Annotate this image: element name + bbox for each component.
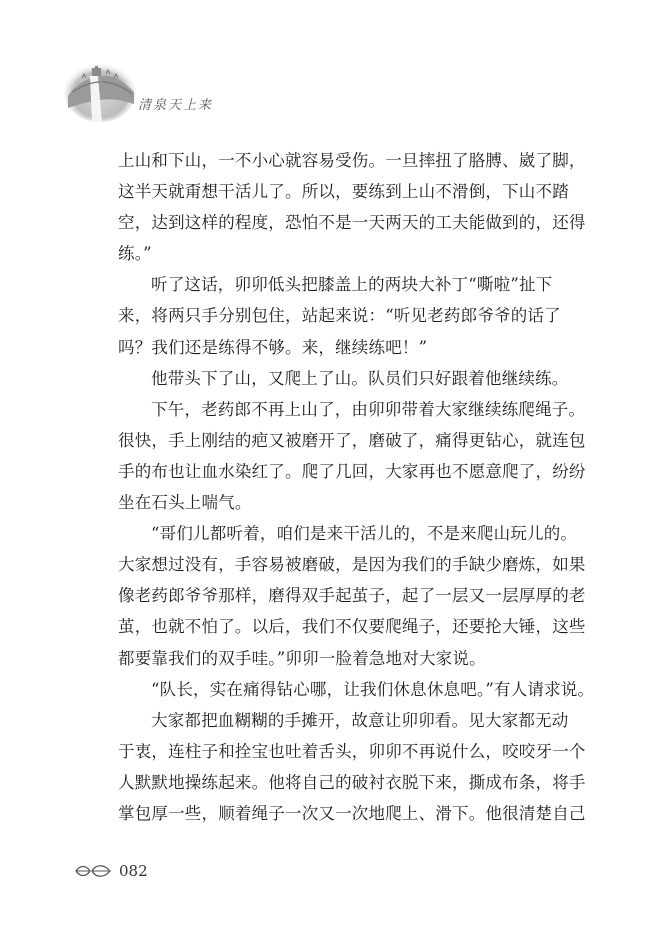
page-number: 082 — [119, 862, 148, 880]
text-line: “哥们儿都听着，咱们是来干活儿的，不是来爬山玩儿的。 — [151, 524, 578, 544]
text-line: 大家都把血糊糊的手摊开，故意让卯卯看。见大家都无动 — [151, 710, 569, 730]
text-line: 来，将两只手分别包住，站起来说：“听见老药郎爷爷的话了 — [118, 306, 561, 326]
text-line: 下午，老药郎不再上山了，由卯卯带着大家继续练爬绳子。 — [151, 399, 586, 419]
text-line: 听了这话，卯卯低头把膝盖上的两块大补丁“嘶啦”扯下 — [151, 275, 553, 295]
text-line: “队长，实在痛得钻心哪，让我们休息休息吧。”有人请求说。 — [151, 679, 595, 699]
text-line: 练。” — [118, 244, 152, 264]
leaf-ornament-icon — [74, 860, 114, 882]
text-line: 都要靠我们的双手哇。”卯卯一脸着急地对大家说。 — [118, 648, 486, 668]
text-line: 像老药郎爷爷那样，磨得双手起茧子，起了一层又一层厚厚的老 — [118, 586, 586, 606]
page-footer — [74, 858, 148, 884]
text-line: 掌包厚一些，顺着绳子一次又一次地爬上、滑下。他很清楚自己 — [118, 803, 586, 823]
text-line: 大家想过没有，手容易被磨破，是因为我们的手缺少磨炼，如果 — [118, 555, 586, 575]
header-title: 清泉天上来 — [138, 98, 214, 113]
text-line: 人默默地操练起来。他将自己的破衬衣脱下来，撕成布条，将手 — [118, 772, 586, 792]
running-header — [62, 52, 322, 132]
body-text — [118, 145, 595, 829]
text-line: 他带头下了山，又爬上了山。队员们只好跟着他继续练。 — [151, 368, 569, 388]
text-line: 很快，手上刚结的疤又被磨开了，磨破了，痛得更钻心，就连包 — [118, 430, 586, 450]
great-wall-emblem-icon — [62, 52, 138, 126]
text-line: 手的布也让血水染红了。爬了几回，大家再也不愿意爬了，纷纷 — [118, 461, 586, 481]
text-line: 坐在石头上喘气。 — [118, 493, 252, 513]
text-line: 上山和下山，一不小心就容易受伤。一旦摔扭了胳膊、崴了脚， — [118, 151, 586, 170]
text-line: 于衷，连柱子和拴宝也吐着舌头，卯卯不再说什么，咬咬牙一个 — [118, 741, 586, 761]
text-line: 吗？我们还是练得不够。来，继续练吧！” — [118, 337, 428, 357]
text-line: 这半天就甭想干活儿了。所以，要练到上山不滑倒，下山不踏 — [118, 182, 569, 202]
text-line: 空，达到这样的程度，恐怕不是一天两天的工夫能做到的，还得 — [118, 213, 586, 233]
text-line: 茧，也就不怕了。以后，我们不仅要爬绳子，还要抡大锤，这些 — [118, 617, 586, 637]
